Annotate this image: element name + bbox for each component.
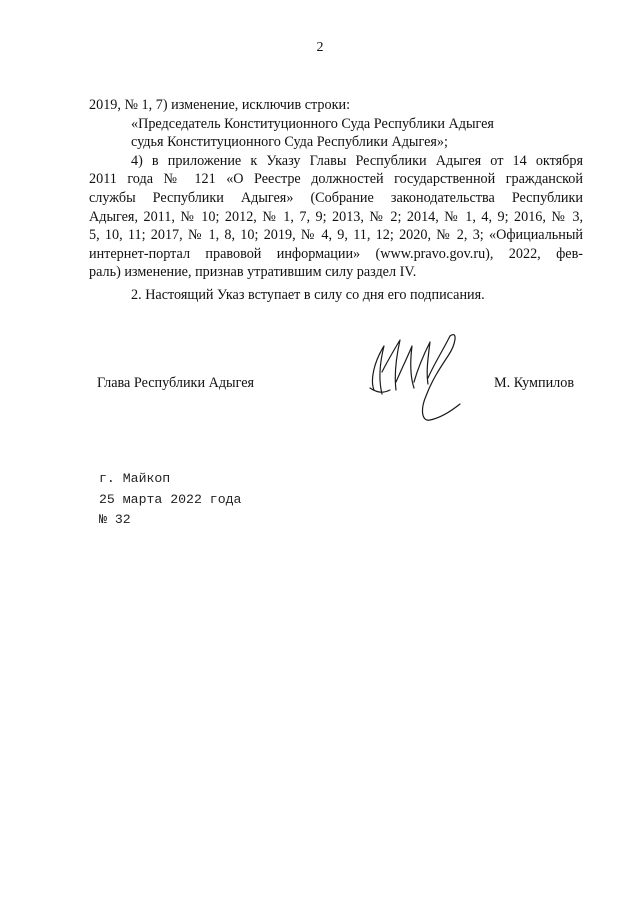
document-body [89, 96, 583, 282]
quoted-line: «Председатель Конституционного Суда Республики Адыгея [131, 115, 494, 132]
paragraph-line: раль) изменение, признав утратившим силу раздел IV. [89, 264, 417, 281]
issue-place: г. Майкоп [99, 471, 171, 486]
handwritten-signature [360, 322, 470, 432]
paragraph-line: 2019, № 1, 7) изменение, исключив строки: [89, 97, 351, 113]
page-number: 2 [316, 40, 324, 55]
paragraph-line: 4) в приложение к Указу Главы Республики Адыгея от 14 октября [131, 152, 583, 169]
issue-number: № 32 [99, 512, 131, 527]
quoted-line: судья Конституционного Суда Республики Адыгея»; [131, 134, 448, 151]
paragraph-line: Адыгея, 2011, № 10; 2012, № 1, 7, 9; 2013, № 2; 2014, № 1, 4, 9; 2016, № 3, [89, 208, 583, 225]
paragraph-line: 5, 10, 11; 2017, № 1, 8, 10; 2019, № 4, 9, 11, 12; 2020, № 2, 3; «Официальный [89, 227, 583, 244]
paragraph-line: 2011 года № 121 «О Реестре должностей государственной гражданской [89, 171, 583, 188]
paragraph-line: службы Республики Адыгея» (Собрание законодательства Республики [89, 189, 583, 206]
effective-date-clause: 2. Настоящий Указ вступает в силу со дня его подписания. [131, 287, 485, 303]
paragraph-line: интернет-портал правовой информации» (www.pravo.gov.ru), 2022, фев- [89, 245, 583, 262]
signatory-name: М. Кумпилов [494, 375, 575, 391]
issue-details [99, 469, 241, 531]
signatory-title: Глава Республики Адыгея [97, 375, 255, 391]
issue-date: 25 марта 2022 года [99, 491, 242, 507]
